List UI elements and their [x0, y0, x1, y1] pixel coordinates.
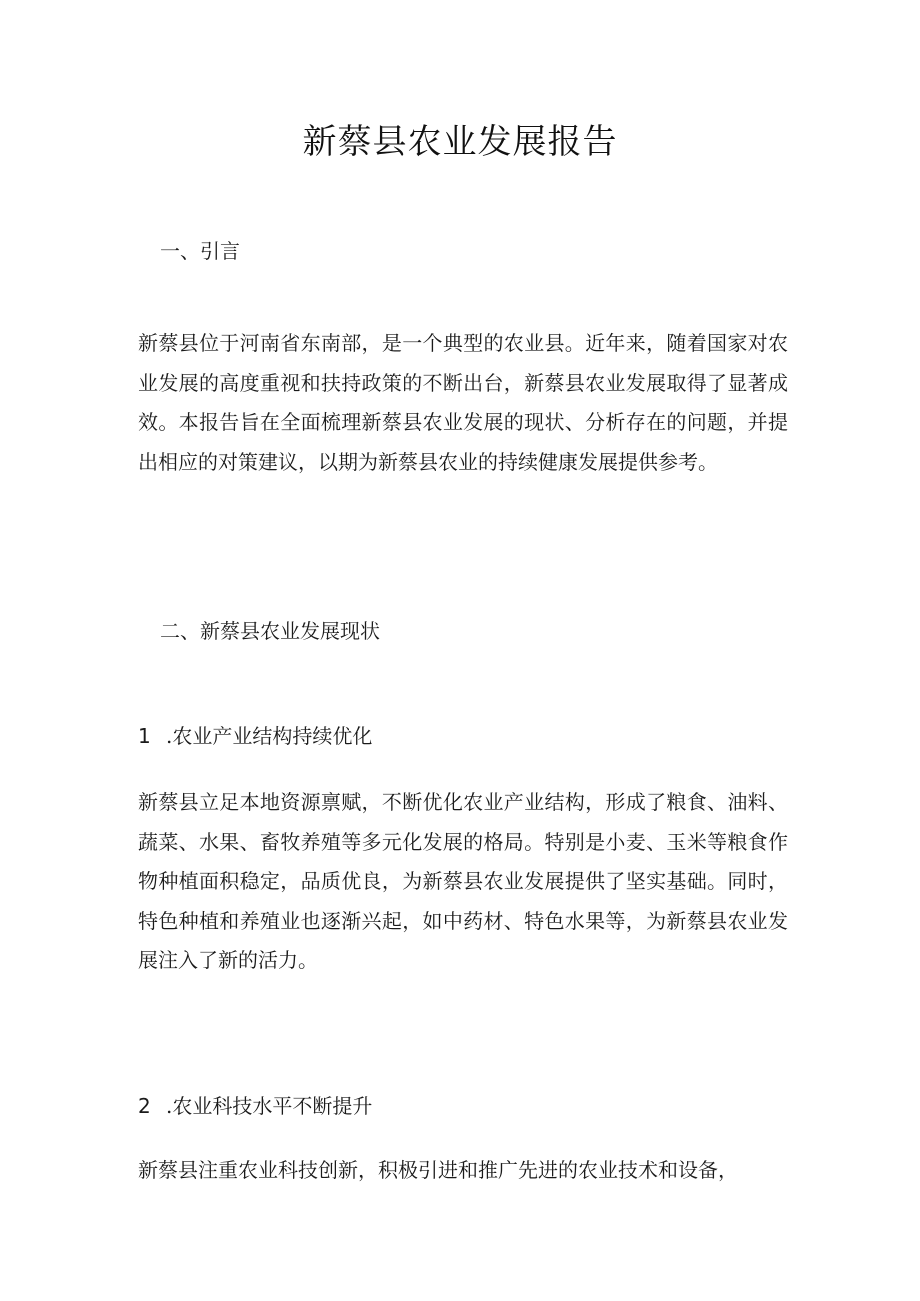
tech-level-paragraph: 新蔡县注重农业科技创新，积极引进和推广先进的农业技术和设备，: [138, 1158, 738, 1182]
section-heading-status: 二、新蔡县农业发展现状: [160, 619, 380, 643]
section-heading-intro: 一、引言: [160, 239, 240, 263]
subsection-heading-2: [138, 1091, 788, 1121]
subsection-number-2: 2: [138, 1094, 151, 1118]
intro-paragraph: 新蔡县位于河南省东南部，是一个典型的农业县。近年来，随着国家对农业发展的高度重视和扶持政策的不断出台，新蔡县农业发展取得了显著成效。本报告旨在全面梳理新蔡县农业发展的现状、分析存在的问题，并提出相应的对策建议，以期为新蔡县农业的持续健康发展提供参考。: [138, 331, 788, 474]
subsection-title-1: .农业产业结构持续优化: [166, 724, 373, 748]
subsection-number-1: 1: [138, 724, 151, 748]
subsection-heading-1: [138, 721, 788, 751]
document-title: 新蔡县农业发展报告: [302, 122, 618, 162]
subsection-title-2: .农业科技水平不断提升: [166, 1094, 373, 1118]
industry-structure-paragraph: 新蔡县立足本地资源禀赋，不断优化农业产业结构，形成了粮食、油料、蔬菜、水果、畜牧养殖等多元化发展的格局。特别是小麦、玉米等粮食作物种植面积稳定，品质优良，为新蔡县农业发展提供了坚实基础。同时，特色种植和养殖业也逐渐兴起，如中药材、特色水果等，为新蔡县农业发展注入了新的活力。: [138, 790, 788, 972]
